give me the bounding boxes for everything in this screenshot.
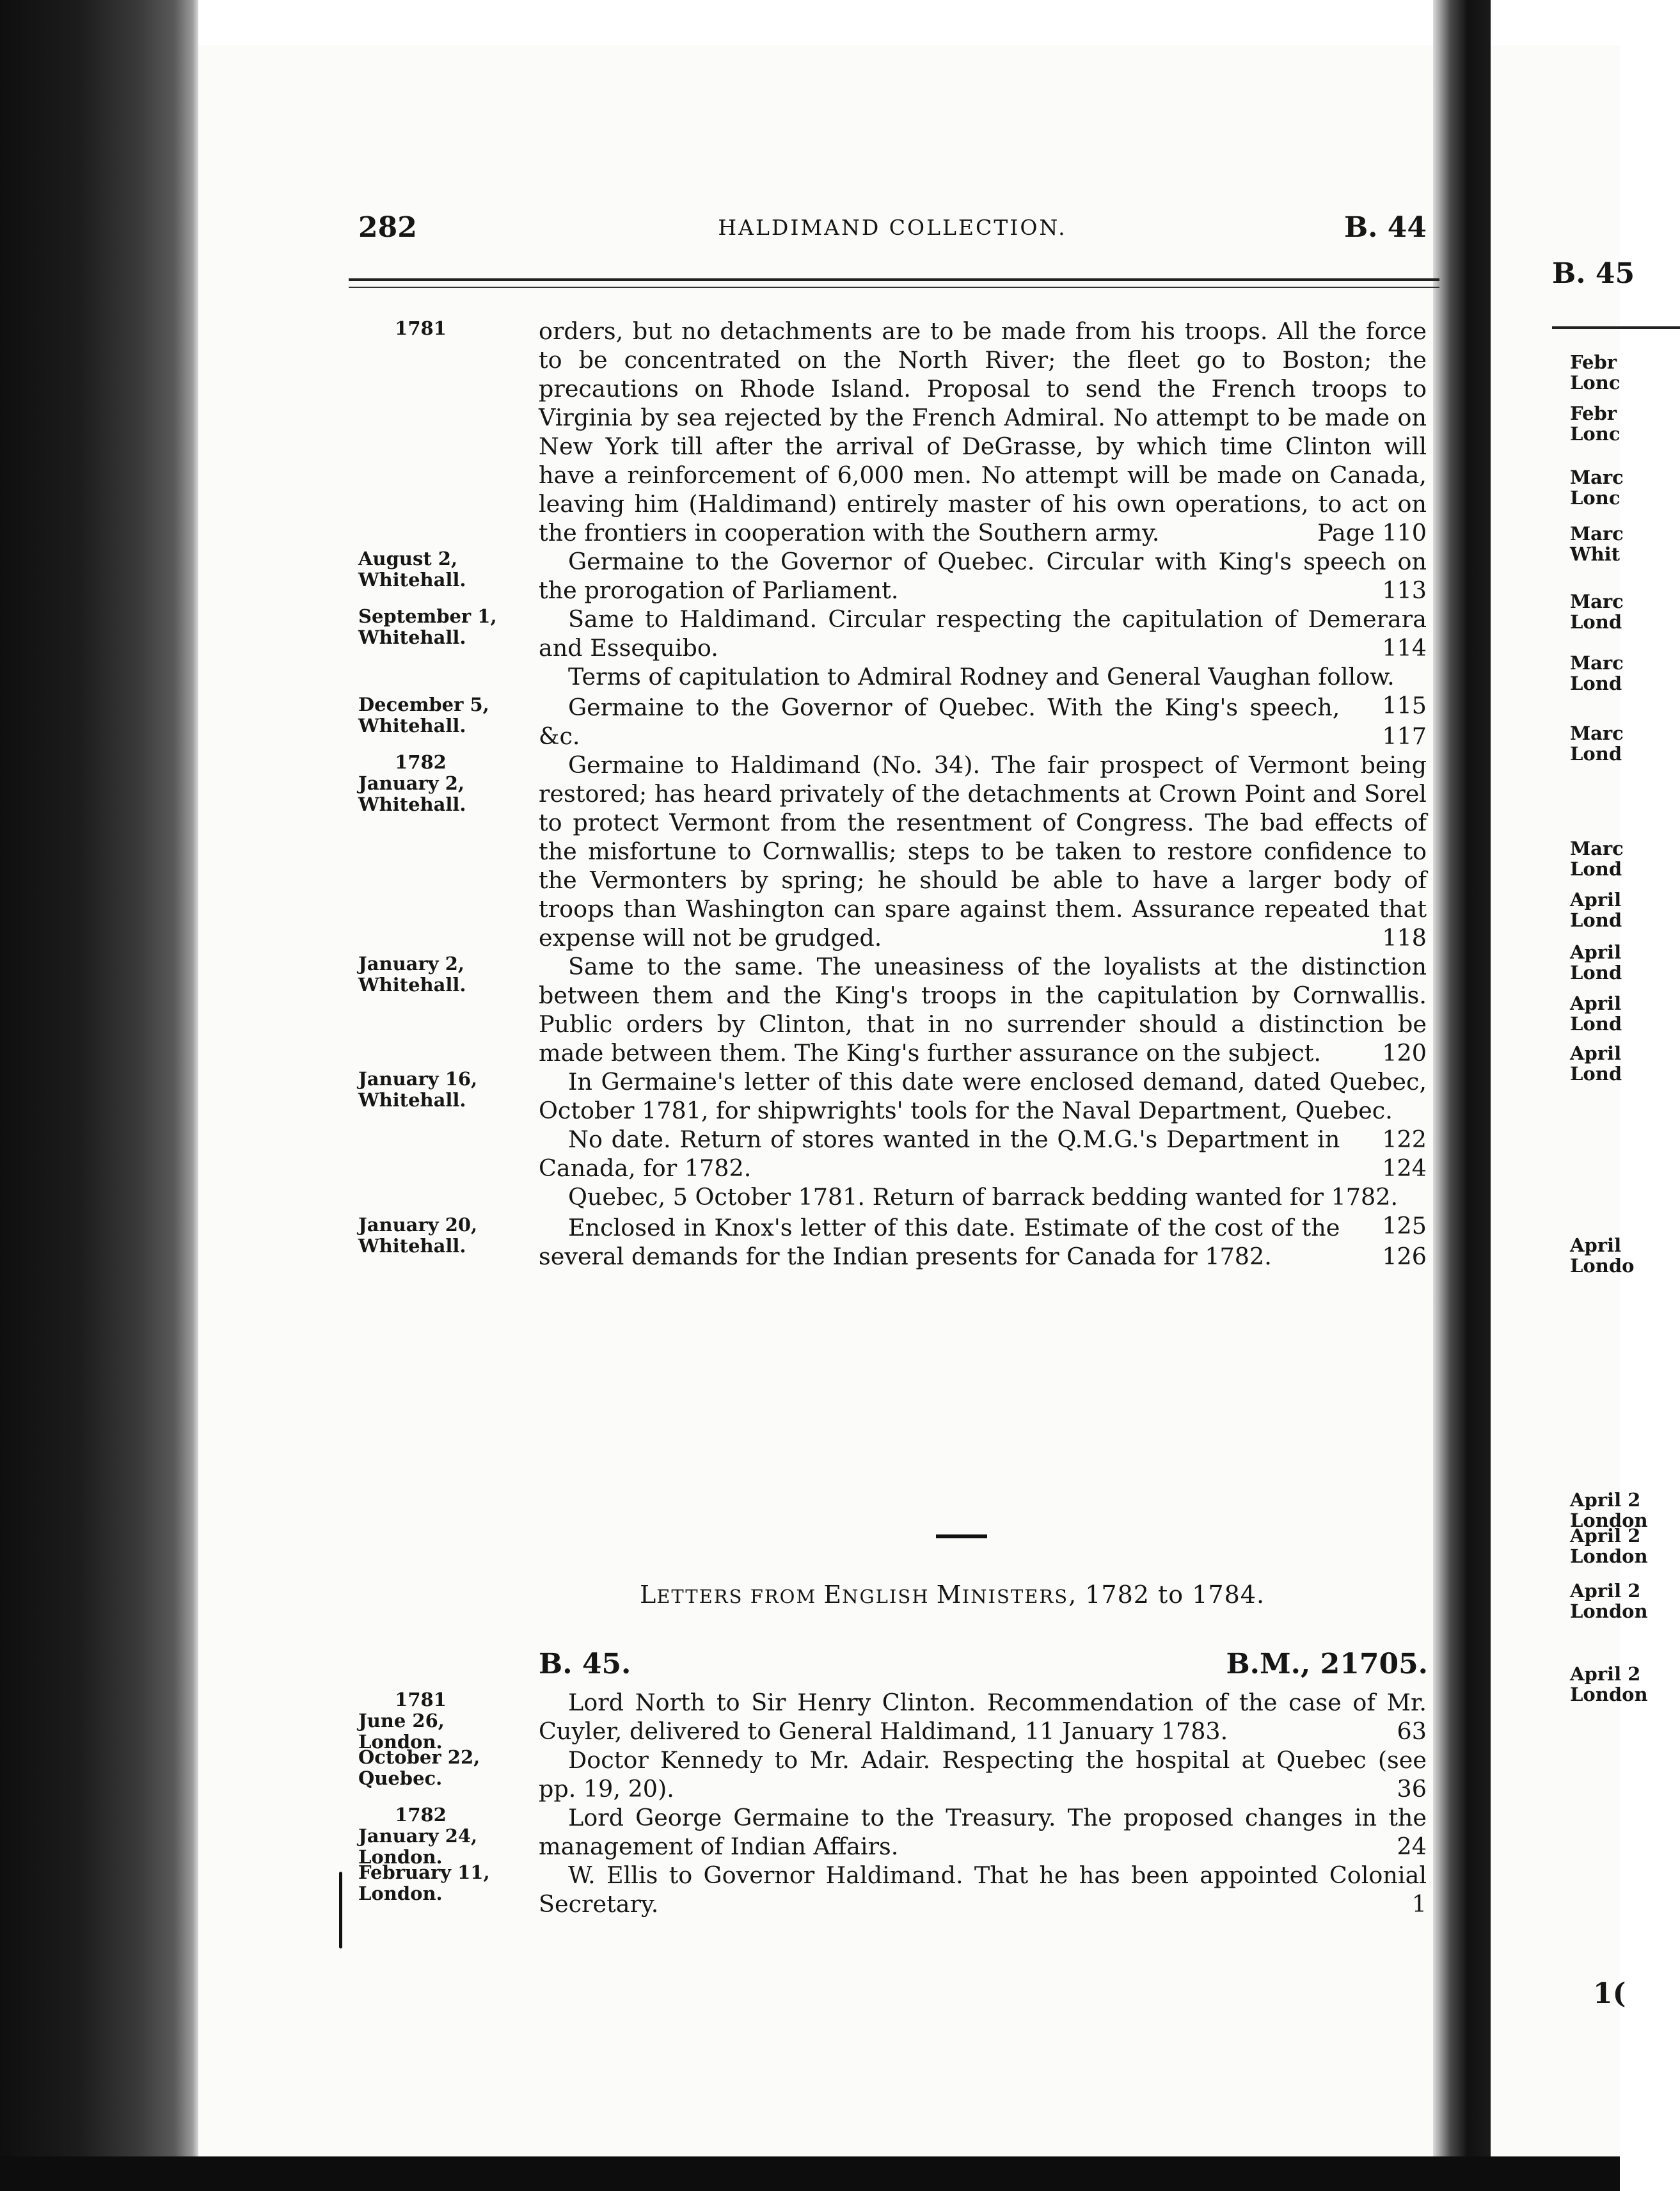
entry-text: Terms of capitulation to Admiral Rodney and General Vaughan follow. (568, 663, 1395, 690)
calendar-entry (358, 1746, 1427, 1803)
entry-date-line: September 1, (358, 605, 497, 627)
entry-date (358, 953, 515, 996)
next-page-date: April 2 (1570, 1525, 1641, 1547)
entry-text: W. Ellis to Governor Haldimand. That he has been appointed Colonial Secretary. (539, 1861, 1427, 1918)
calendar-entry (358, 751, 1427, 952)
entry-date-line: December 5, (358, 694, 489, 715)
calendar-entry (358, 1125, 1427, 1183)
next-page-date: Lond (1570, 673, 1622, 694)
entry-page-ref: 118 (1382, 924, 1427, 952)
entry-date-line: February 11, (358, 1861, 490, 1883)
entry-date-line: January 20, (358, 1214, 478, 1236)
entry-text-block (539, 751, 1427, 952)
entry-text: No date. Return of stores wanted in the Q.M.G.'s Department in Canada, for 1782. (539, 1126, 1340, 1182)
next-page-date: April 2 (1570, 1580, 1641, 1602)
entry-text-block (539, 1125, 1427, 1183)
calendar-entry (358, 1861, 1427, 1918)
entry-page-ref: Page 110 (1317, 519, 1427, 546)
entry-text: Lord North to Sir Henry Clinton. Recommendation of the case of Mr. Cuyler, delivered to General Haldimand, 11 January 1783. (539, 1689, 1427, 1745)
next-page-date: Lonc (1570, 423, 1621, 445)
next-page-date: Marc (1570, 838, 1624, 859)
calendar-entry (358, 952, 1427, 1067)
entry-date (358, 694, 515, 737)
entry-page-ref: 1 (1411, 1890, 1427, 1918)
entry-text: orders, but no detachments are to be made from his troops. All the force to be concentrated on the North River; the fleet go to Boston; the precautions on Rhode Island. Proposal to send the French troops to Virginia by sea rejected by the French Admiral. No attempt to be made on New York till after the arrival of DeGrasse, by which time Clinton will have a reinforcement of 6,000 men. No attempt will be made on Canada, leaving him (Haldimand) entirely master of his own operations, to act on the frontiers in cooperation with the Southern army. (539, 317, 1427, 546)
running-head (358, 211, 1427, 250)
entry-date-line: June 26, (358, 1710, 445, 1732)
calendar-entry (358, 1803, 1427, 1868)
next-page-date: Febr (1570, 402, 1617, 424)
next-page-date: Lond (1570, 1013, 1622, 1035)
next-page-date: London (1570, 1510, 1648, 1531)
entry-text-block (539, 952, 1427, 1067)
header-rule (349, 287, 1439, 288)
entry-date-line: London. (358, 1883, 443, 1904)
entry-date-line: Whitehall. (358, 715, 466, 737)
calendar-entry (358, 1213, 1427, 1271)
entry-date (358, 1862, 515, 1904)
entry-page-ref: 114 (1382, 634, 1427, 662)
next-page-date: April 2 (1570, 1489, 1641, 1511)
entry-text-block (539, 1213, 1427, 1271)
entry-date (358, 1689, 515, 1753)
next-page-date: April (1570, 889, 1622, 911)
entry-date (358, 1805, 515, 1868)
next-page-date: Marc (1570, 523, 1624, 545)
entry-page-ref: 36 (1397, 1775, 1427, 1803)
entry-date-line: Whitehall. (358, 1235, 466, 1257)
calendar-entries-b44 (358, 317, 1427, 1271)
entry-text-block (539, 1183, 1427, 1239)
next-page-date: Lond (1570, 743, 1622, 765)
entry-text-block (539, 547, 1427, 605)
next-page-date: Marc (1570, 591, 1624, 612)
entry-page-ref: 115 (1382, 692, 1427, 719)
entry-text: Enclosed in Knox's letter of this date. Estimate of the cost of the several demands for the Indian presents for Canada for 1782. (539, 1214, 1340, 1270)
volume-label: B. 45. (539, 1648, 631, 1680)
next-page-date: London (1570, 1684, 1648, 1705)
entry-page-ref: 113 (1382, 577, 1427, 604)
entry-date-line: January 2, (358, 772, 464, 794)
section-divider (936, 1534, 987, 1538)
next-page-date: April (1570, 992, 1622, 1014)
scan-bottom-edge (0, 2156, 1620, 2191)
entry-text: Quebec, 5 October 1781. Return of barrack bedding wanted for 1782. (568, 1183, 1399, 1211)
next-page-date: April 2 (1570, 1663, 1641, 1685)
entry-date (358, 752, 515, 815)
entry-text-block (539, 1746, 1427, 1803)
entry-text: Germaine to Haldimand (No. 34). The fair prospect of Vermont being restored; has heard privately of the detachments at Crown Point and Sorel to protect Vermont from the resentment of Congress. The bad effects of the misfortune to Cornwallis; steps to be taken to restore confidence to the Vermonters by spring; he should be able to have a larger body of troops than Washington can spare against them. Assurance repeated that expense will not be grudged. (539, 751, 1427, 952)
next-page-date: Lond (1570, 962, 1622, 984)
entry-date (358, 1747, 515, 1789)
entry-page-ref: 120 (1382, 1039, 1427, 1067)
entry-text: Germaine to the Governor of Quebec. Circular with King's speech on the prorogation of Parliament. (539, 548, 1427, 604)
next-page-date: April (1570, 1234, 1622, 1256)
margin-pencil-mark (339, 1872, 342, 1948)
entry-text-block (539, 1067, 1427, 1153)
next-page-date: April (1570, 1042, 1622, 1064)
entry-date-line: London. (358, 1731, 443, 1753)
entry-text-block (539, 693, 1427, 751)
book-binding-left (0, 0, 198, 2191)
volume-row (539, 1648, 1428, 1686)
running-title: HALDIMAND COLLECTION. (718, 215, 1067, 240)
entry-text: Same to Haldimand. Circular respecting the capitulation of Demerara and Essequibo. (539, 605, 1427, 662)
book-gutter (1433, 0, 1491, 2191)
header-rule (349, 278, 1439, 281)
entry-date-line: 1781 (395, 1689, 447, 1710)
scan-top-margin (198, 0, 1620, 45)
next-page-date: Febr (1570, 351, 1617, 373)
next-page-date: Marc (1570, 466, 1624, 488)
entry-date-line: London. (358, 1846, 443, 1868)
entry-text-block (539, 605, 1427, 662)
next-page-date: Lond (1570, 1063, 1622, 1085)
entry-text: Doctor Kennedy to Mr. Adair. Respecting the hospital at Quebec (see pp. 19, 20). (539, 1746, 1427, 1803)
entry-date-line: January 2, (358, 953, 464, 975)
entry-page-ref: 125 (1382, 1212, 1427, 1239)
entry-date-line: 1782 (395, 751, 447, 773)
running-volume: B. 44 (1343, 211, 1427, 244)
next-page-date: Londo (1570, 1255, 1635, 1277)
calendar-entry (358, 1688, 1427, 1753)
entry-text-block (539, 662, 1427, 719)
entry-date-line: January 16, (358, 1068, 478, 1090)
entry-date (358, 318, 515, 339)
calendar-entry (358, 547, 1427, 605)
entry-date-line: Quebec. (358, 1767, 443, 1789)
entry-text: Same to the same. The uneasiness of the loyalists at the distinction between them and the King's troops in the capitulation by Cornwallis. Public orders by Clinton, that in no surrender should a distinction be made between them. The King's further assurance on the subject. (539, 953, 1427, 1067)
entry-page-ref: 122 (1382, 1126, 1427, 1153)
entry-text-block (539, 1861, 1427, 1918)
entry-text: Lord George Germaine to the Treasury. The proposed changes in the management of Indian Affairs. (539, 1804, 1427, 1860)
next-page-volume: B. 45 (1552, 257, 1635, 290)
entry-date (358, 1069, 515, 1111)
entry-text-block (539, 1688, 1427, 1746)
entry-date-line: October 22, (358, 1746, 480, 1768)
next-page-date: Lonc (1570, 487, 1621, 509)
entry-date-line: Whitehall. (358, 793, 466, 815)
entry-page-ref: 126 (1382, 1243, 1427, 1270)
entry-page-ref: 24 (1397, 1833, 1427, 1860)
next-page-date: Lond (1570, 611, 1622, 633)
calendar-entries-b45 (358, 1688, 1427, 1918)
entry-text-block (539, 1803, 1427, 1861)
next-page-date: Marc (1570, 722, 1624, 744)
calendar-entry (358, 693, 1427, 751)
entry-date-line: January 24, (358, 1825, 478, 1847)
entry-date (358, 606, 515, 648)
calendar-entry (358, 605, 1427, 662)
entry-date (358, 548, 515, 591)
next-page-date: Lonc (1570, 372, 1621, 394)
entry-date-line: August 2, (358, 548, 458, 570)
next-page-date: April (1570, 941, 1622, 963)
entry-page-ref: 117 (1382, 722, 1427, 750)
next-page-date: London (1570, 1545, 1648, 1567)
section-heading: LETTERS FROM ENGLISH MINISTERS, 1782 to 1784. (640, 1581, 1265, 1609)
entry-date-line: Whitehall. (358, 1089, 466, 1111)
next-page-date: Lond (1570, 909, 1622, 931)
page-right-partial (1491, 45, 1648, 2156)
entry-date-line: Whitehall. (358, 569, 466, 591)
manuscript-reference: B.M., 21705. (1226, 1648, 1428, 1680)
entry-text: In Germaine's letter of this date were enclosed demand, dated Quebec, October 1781, for shipwrights' tools for the Naval Department, Quebec. (539, 1068, 1427, 1124)
page-number: 282 (358, 211, 417, 244)
entry-date-line: Whitehall. (358, 626, 466, 648)
calendar-entry (358, 317, 1427, 547)
entry-page-ref: 124 (1382, 1154, 1427, 1182)
next-page-date: Marc (1570, 652, 1624, 674)
entry-date-line: Whitehall. (358, 974, 466, 996)
entry-page-ref: 63 (1397, 1717, 1427, 1745)
entry-date (358, 1215, 515, 1257)
next-page-date: Whit (1570, 543, 1621, 565)
entry-text: Germaine to the Governor of Quebec. With the King's speech, &c. (539, 694, 1340, 750)
entry-date-line: 1782 (395, 1804, 447, 1826)
calendar-entry (358, 1067, 1427, 1153)
next-page-date: London (1570, 1600, 1648, 1622)
entry-date-line: 1781 (395, 317, 447, 339)
next-page-date: Lond (1570, 858, 1622, 880)
next-page-rule (1552, 326, 1680, 329)
entry-text-block (539, 317, 1427, 547)
next-page-number: 1( (1593, 1977, 1626, 2010)
